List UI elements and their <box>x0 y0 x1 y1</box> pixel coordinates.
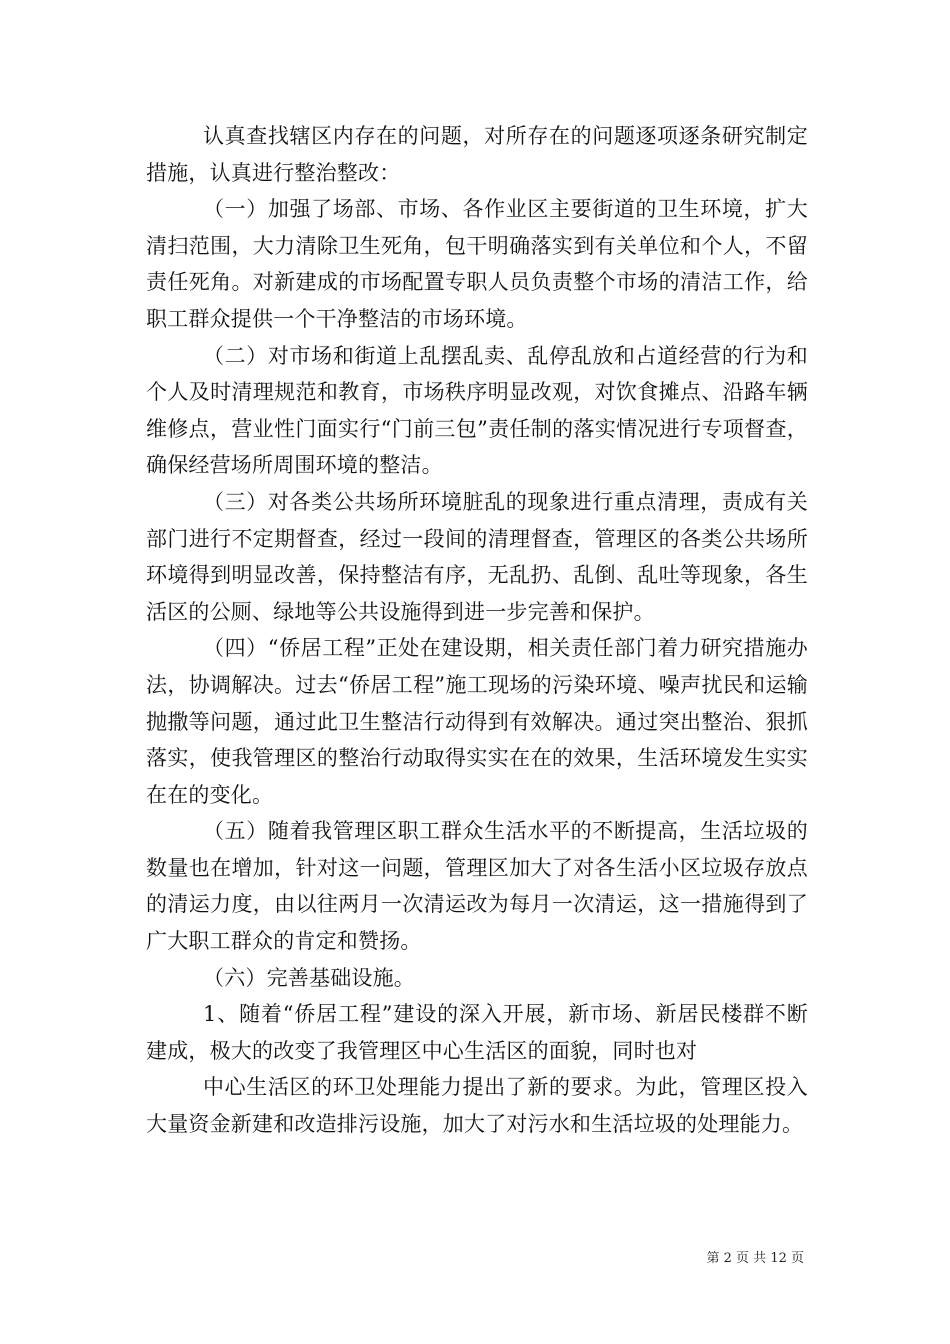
paragraph-subitem-1-continued: 中心生活区的环卫处理能力提出了新的要求。为此，管理区投入大量资金新建和改造排污设施，加大了对污水和生活垃圾的处理能力。 <box>146 1075 808 1137</box>
paragraph-item-2: （二）对市场和街道上乱摆乱卖、乱停乱放和占道经营的行为和个人及时清理规范和教育，市场秩序明显改观，对饮食摊点、沿路车辆维修点，营业性门面实行“门前三包”责任制的落实情况进行专项督查，确保经营场所周围环境的整洁。 <box>146 343 808 478</box>
paragraph-item-1: （一）加强了场部、市场、各作业区主要街道的卫生环境，扩大清扫范围，大力清除卫生死角，包干明确落实到有关单位和个人，不留责任死角。对新建成的市场配置专职人员负责整个市场的清洁工作，给职工群众提供一个干净整洁的市场环境。 <box>146 197 808 331</box>
paragraph-item-6-heading: （六）完善基础设施。 <box>203 965 415 990</box>
paragraph-item-4: （四）“侨居工程”正处在建设期，相关责任部门着力研究措施办法，协调解决。过去“侨居工程”施工现场的污染环境、噪声扰民和运输抛撒等问题，通过此卫生整洁行动得到有效解决。通过突出整治、狠抓落实，使我管理区的整治行动取得实实在在的效果，生活环境发生实实在在的变化。 <box>146 636 808 807</box>
page-number-footer: 第 2 页 共 12 页 <box>706 1251 804 1266</box>
paragraph-intro: 认真查找辖区内存在的问题，对所存在的问题逐项逐条研究制定措施，认真进行整治整改： <box>146 124 808 185</box>
paragraph-subitem-1: 1、随着“侨居工程”建设的深入开展，新市场、新居民楼群不断建成，极大的改变了我管理区中心生活区的面貌，同时也对 <box>146 1002 808 1063</box>
document-body <box>146 118 808 1143</box>
paragraph-item-5: （五）随着我管理区职工群众生活水平的不断提高，生活垃圾的数量也在增加，针对这一问题，管理区加大了对各生活小区垃圾存放点的清运力度，由以往两月一次清运改为每月一次清运，这一措施得到了广大职工群众的肯定和赞扬。 <box>146 819 808 954</box>
paragraph-item-3: （三）对各类公共场所环境脏乱的现象进行重点清理，责成有关部门进行不定期督查，经过一段间的清理督查，管理区的各类公共场所环境得到明显改善，保持整洁有序，无乱扔、乱倒、乱吐等现象，各生活区的公厕、绿地等公共设施得到进一步完善和保护。 <box>146 489 808 624</box>
